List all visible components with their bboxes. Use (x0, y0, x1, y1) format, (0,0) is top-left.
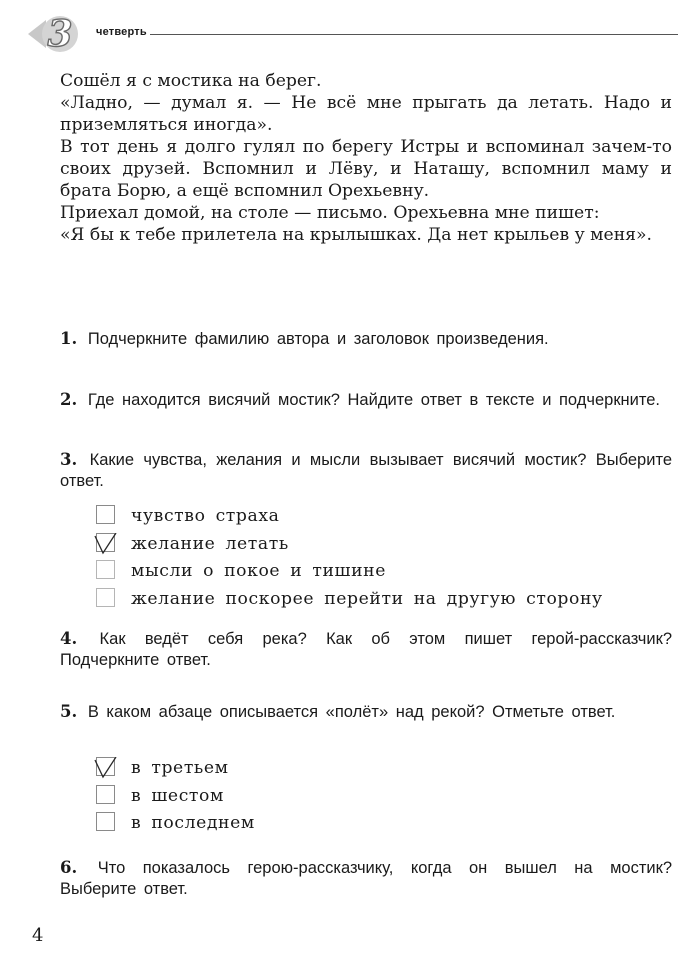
answer-label: в шестом (131, 785, 224, 806)
answer-checkbox[interactable] (96, 785, 115, 804)
story-paragraph: «Я бы к тебе прилетела на крылышках. Да нет крыльев у меня». (60, 225, 652, 245)
answer-label: мысли о покое и тишине (131, 561, 386, 581)
story-paragraph: Сошёл я с мостика на берег. (60, 71, 322, 91)
answer-option[interactable] (96, 810, 255, 838)
question-1 (60, 328, 672, 350)
question-3-options (96, 503, 603, 613)
question-number: 4. (60, 629, 78, 648)
header-rule (150, 34, 678, 35)
question-text: Подчеркните фамилию автора и заголовок произведения. (87, 330, 549, 348)
question-3 (60, 449, 672, 492)
question-6 (60, 857, 672, 900)
question-number: 5. (60, 702, 78, 721)
question-5-options (96, 755, 255, 838)
answer-label: в последнем (131, 813, 255, 833)
quarter-number-emblem (28, 14, 80, 54)
page-number: 4 (32, 925, 44, 946)
question-4 (60, 628, 672, 671)
story-text (60, 70, 672, 246)
question-text: Где находится висячий мостик? Найдите ответ в тексте и подчеркните. (87, 391, 661, 409)
answer-label: в третьем (131, 758, 229, 778)
question-number: 2. (60, 390, 78, 409)
answer-checkbox[interactable] (96, 588, 115, 607)
page-header (28, 14, 678, 54)
checkmark-icon (94, 757, 118, 779)
answer-option[interactable] (96, 586, 603, 614)
story-paragraph: В тот день я долго гулял по берегу Истры и вспоминал зачем-то своих друзей. Вспомнил и Лёву, и Наташу, вспомнил маму и брата Борю, а ещё вспомнил Орехьевну. (60, 137, 672, 201)
question-number: 6. (60, 858, 78, 877)
question-5 (60, 701, 672, 723)
question-text: Что показалось герою-рассказчику, когда он вышел на мостик? Выберите ответ. (60, 859, 673, 898)
answer-option[interactable] (96, 783, 255, 811)
story-paragraph: Приехал домой, на столе — письмо. Орехьевна мне пишет: (60, 203, 600, 223)
question-2 (60, 389, 672, 411)
question-text: Какие чувства, желания и мысли вызывает висячий мостик? Выберите ответ. (60, 451, 672, 490)
answer-option[interactable] (96, 503, 603, 531)
answer-checkbox[interactable] (96, 505, 115, 524)
answer-checkbox[interactable] (96, 560, 115, 579)
quarter-number: 3 (47, 14, 73, 54)
question-number: 3. (60, 450, 78, 469)
answer-option[interactable] (96, 531, 603, 559)
question-text: Как ведёт себя река? Как об этом пишет герой-рассказчик? Подчеркните ответ. (60, 630, 672, 669)
quarter-label: четверть (96, 26, 147, 38)
answer-option[interactable] (96, 755, 255, 783)
question-text: В каком абзаце описывается «полёт» над рекой? Отметьте ответ. (87, 703, 616, 721)
checkmark-icon (94, 533, 118, 555)
story-paragraph: «Ладно, — думал я. — Не всё мне прыгать да летать. Надо и приземляться иногда». (60, 93, 672, 135)
answer-label: чувство страха (131, 506, 280, 526)
answer-option[interactable] (96, 558, 603, 586)
answer-label: желание поскорее перейти на другую сторону (131, 588, 603, 609)
answer-label: желание летать (131, 533, 289, 554)
question-number: 1. (60, 329, 78, 348)
answer-checkbox[interactable] (96, 812, 115, 831)
